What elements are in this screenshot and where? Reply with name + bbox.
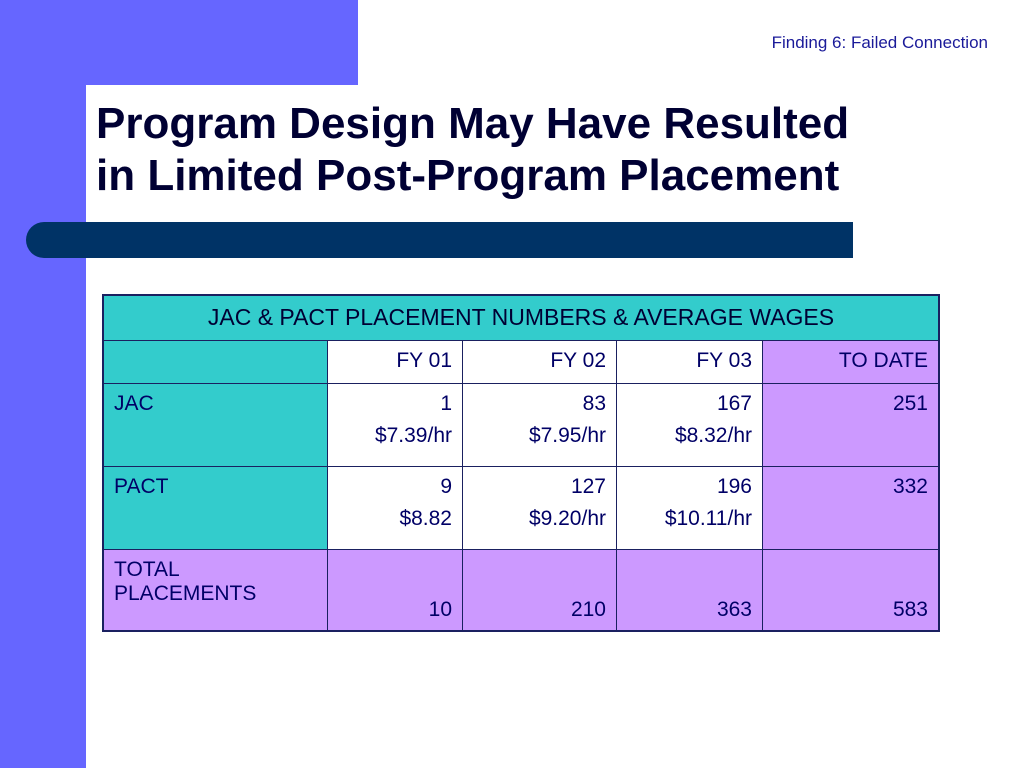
cell-fy03 — [617, 467, 763, 550]
total-to-date: 583 — [763, 550, 940, 632]
header-empty-cell — [103, 341, 328, 384]
cell-fy03 — [617, 384, 763, 467]
total-fy01: 10 — [328, 550, 463, 632]
title-line-1: Program Design May Have Resulted — [96, 99, 850, 148]
cell-wage: $7.95/hr — [528, 424, 606, 447]
header-fy02: FY 02 — [463, 341, 617, 384]
total-label-line-1: TOTAL — [114, 558, 180, 581]
placement-table — [102, 294, 940, 632]
header-to-date: TO DATE — [763, 341, 940, 384]
cell-count: 1 — [440, 392, 452, 415]
header-note: Finding 6: Failed Connection — [771, 33, 988, 52]
cell-count: 167 — [716, 392, 752, 415]
table-header-row — [103, 341, 939, 384]
title-rule-bar — [26, 222, 853, 258]
cell-count: 83 — [582, 392, 606, 415]
header-fy03: FY 03 — [617, 341, 763, 384]
row-label: JAC — [103, 384, 328, 467]
table-caption: JAC & PACT PLACEMENT NUMBERS & AVERAGE WAGES — [103, 295, 939, 341]
cell-fy02 — [463, 467, 617, 550]
cell-count: 9 — [440, 475, 452, 498]
total-fy02: 210 — [463, 550, 617, 632]
cell-count: 127 — [570, 475, 606, 498]
header-fy01: FY 01 — [328, 341, 463, 384]
title-line-2: in Limited Post-Program Placement — [96, 151, 840, 200]
cell-to-date: 251 — [763, 384, 940, 467]
cell-to-date: 332 — [763, 467, 940, 550]
cell-wage: $8.82 — [399, 507, 452, 530]
cell-wage: $9.20/hr — [528, 507, 606, 530]
top-decor-block — [0, 0, 358, 85]
total-label — [103, 550, 328, 632]
table-row-total — [103, 550, 939, 632]
table-caption-row — [103, 295, 939, 341]
row-label: PACT — [103, 467, 328, 550]
table-row-jac — [103, 384, 939, 467]
table-row-pact — [103, 467, 939, 550]
total-label-line-2: PLACEMENTS — [114, 582, 257, 605]
cell-fy01 — [328, 467, 463, 550]
cell-wage: $8.32/hr — [674, 424, 752, 447]
cell-fy02 — [463, 384, 617, 467]
cell-wage: $10.11/hr — [664, 507, 752, 530]
cell-count: 196 — [716, 475, 752, 498]
cell-fy01 — [328, 384, 463, 467]
total-fy03: 363 — [617, 550, 763, 632]
slide-title — [96, 98, 996, 202]
cell-wage: $7.39/hr — [374, 424, 452, 447]
left-decor-bar — [0, 0, 86, 768]
